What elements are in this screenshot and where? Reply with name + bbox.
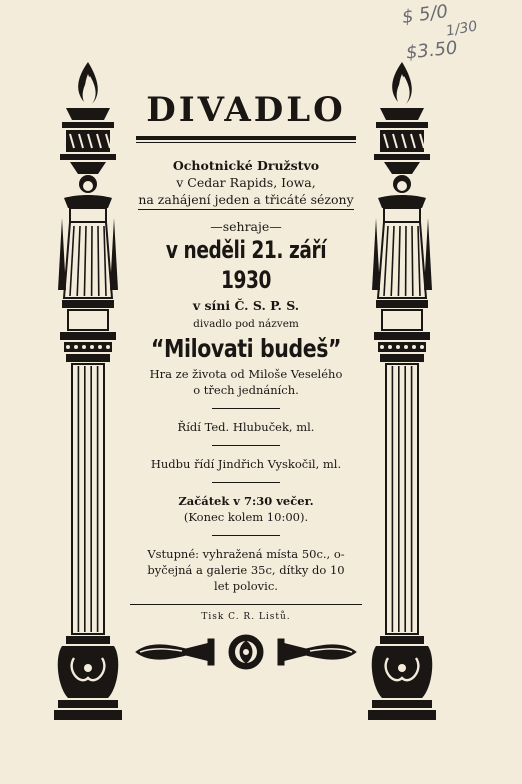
- season-line: na zahájení jeden a třicáté sézony: [138, 191, 353, 210]
- printer-credit: Tisk C. R. Listů.: [201, 612, 291, 622]
- title-rule: [136, 136, 356, 140]
- divider: [212, 445, 280, 446]
- start-time: Začátek v 7:30 večer.: [178, 494, 314, 508]
- sehraje-line: —sehraje—: [210, 219, 282, 234]
- program-text: [130, 84, 362, 673]
- pencil-note: 1/30: [444, 18, 479, 40]
- venue-line: v síni Č. S. P. S.: [192, 298, 300, 313]
- divider: [212, 482, 280, 483]
- play-title: “Milovati budeš”: [150, 334, 342, 363]
- organizer-location: v Cedar Rapids, Iowa,: [176, 175, 316, 190]
- director-line: Řídí Ted. Hlubuček, ml.: [177, 420, 315, 434]
- right-torch-column-illustration: [366, 58, 438, 730]
- admission-line: Vstupné: vyhražená místa 50c., o-: [147, 547, 345, 561]
- page-title: DIVADLO: [146, 90, 346, 130]
- bottom-ornaments: [130, 631, 362, 673]
- admission-line: let polovic.: [214, 579, 278, 593]
- play-subtitle: Hra ze života od Miloše Veselého: [149, 367, 343, 381]
- intro-line: divadlo pod názvem: [193, 318, 299, 330]
- admission-line: byčejná a galerie 35c, dítky do 10: [147, 563, 345, 577]
- end-time: (Konec kolem 10:00).: [183, 510, 309, 524]
- pencil-note: $ 5/0: [400, 0, 450, 29]
- organizer-line: Ochotnické Družstvo: [172, 158, 320, 173]
- pencil-note: $3.50: [404, 37, 459, 64]
- ornament-illustration: [130, 631, 362, 673]
- left-torch-column-illustration: [52, 58, 124, 730]
- play-subtitle-acts: o třech jednáních.: [193, 383, 299, 397]
- divider: [212, 535, 280, 536]
- performance-date: v neděli 21. září 1930: [165, 236, 327, 294]
- divider: [212, 408, 280, 409]
- bottom-rule: [130, 604, 362, 605]
- music-line: Hudbu řídí Jindřich Vyskočil, ml.: [150, 457, 342, 471]
